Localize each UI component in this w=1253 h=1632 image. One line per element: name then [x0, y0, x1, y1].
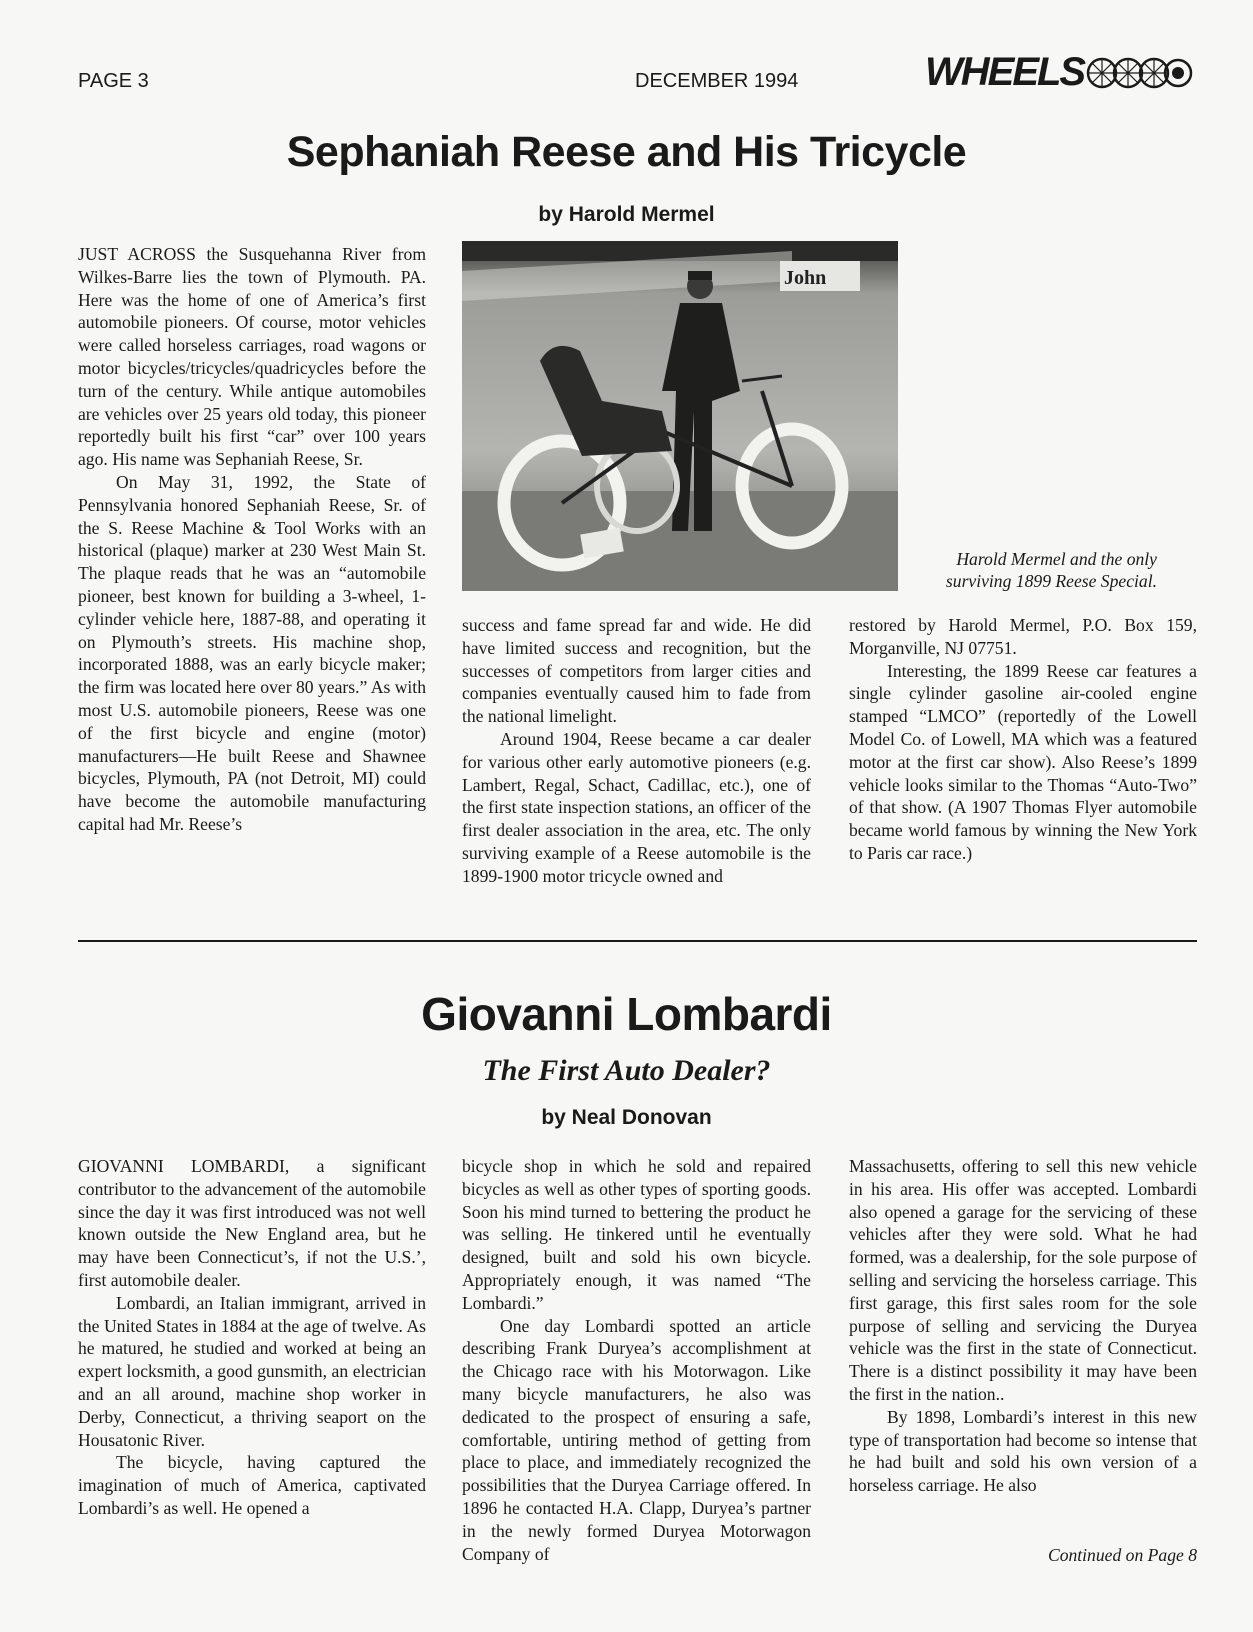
photo-sign-text: John — [784, 267, 827, 289]
wheels-logo-icon — [1084, 53, 1194, 93]
article2-column1 — [78, 1155, 426, 1520]
article1-column3 — [849, 614, 1197, 865]
paragraph: Lombardi, an Italian immigrant, arrived in the United States in 1884 at the age of twelve. As he matured, he studied and worked at being an expert locksmith, a good gunsmith, an electrician and an all around, machine shop worker in Derby, Connecticut, a thriving seaport on the Housatonic River. — [78, 1292, 426, 1450]
photo-caption-line2: surviving 1899 Reese Special. — [945, 571, 1157, 591]
article2-column2 — [462, 1155, 811, 1565]
paragraph: bicycle shop in which he sold and repaired bicycles as well as other types of sporting goods. Soon his mind turned to bettering the product he was selling. He tinkered until he eventually designed, built and sold his own bicycle. Appropriately enough, it was named “The Lombardi.” — [462, 1156, 811, 1313]
paragraph: Around 1904, Reese became a car dealer for various other early automotive pioneers (e.g. Lambert, Regal, Schact, Cadillac, etc.), one of the first state inspection stations, an officer of the first dealer association in the area, etc. The only surviving example of a Reese automobile is the 1899-1900 motor tricycle owned and — [462, 728, 811, 886]
article2-column3 — [849, 1155, 1197, 1497]
paragraph: GIOVANNI LOMBARDI, a significant contributor to the advancement of the automobile since the day it was first introduced was not well known outside the New England area, but he may have been Connecticut’s, if not the U.S.’, first automobile dealer. — [78, 1156, 426, 1290]
article-subtitle: The First Auto Dealer? — [482, 1054, 771, 1087]
photo-caption — [860, 548, 1157, 592]
paragraph: The bicycle, having captured the imagination of much of America, captivated Lombardi’s as well. He opened a — [78, 1452, 426, 1518]
article1-column2 — [462, 614, 811, 888]
paragraph: By 1898, Lombardi’s interest in this new type of transportation had become so intense that he had built and sold his own version of a horseless carriage. He also — [849, 1406, 1197, 1496]
logo-text: WHEELS — [925, 50, 1085, 94]
section-divider — [78, 940, 1197, 942]
paragraph: JUST ACROSS the Susquehanna River from Wilkes-Barre lies the town of Plymouth. PA. Here was the home of one of America’s first automobile pioneers. Of course, motor vehicles were called horseless carriages, road wagons or motor bicycles/tricycles/quadricycles before the turn of the century. While antique automobiles are vehicles over 25 years old today, this pioneer reportedly built his first “car” over 100 years ago. His name was Sephaniah Reese, Sr. — [78, 244, 426, 470]
paragraph: Interesting, the 1899 Reese car features a single cylinder gasoline air-cooled engine stamped “LMCO” (reportedly of the Lowell Model Co. of Lowell, MA which was a featured motor at the first car show). Also Reese’s 1899 vehicle looks similar to the Thomas “Auto-Two” of that show. (A 1907 Thomas Flyer automobile became world famous by winning the New York to Paris car race.) — [849, 660, 1197, 863]
article-byline: by Harold Mermel — [538, 203, 715, 226]
issue-date: DECEMBER 1994 — [635, 70, 799, 92]
tricycle-photo — [462, 241, 898, 591]
paragraph: Massachusetts, offering to sell this new vehicle in his area. His offer was accepted. Lombardi also opened a garage for the servicing of these vehicles after they were sold. What he had formed, was a dealership, for the sole purpose of selling and servicing the horseless carriage. This first garage, this first sales room for the sole purpose of selling and servicing the Duryea vehicle was the first in the state of Connecticut. There is a distinct possibility it may have been the first in the nation.. — [849, 1156, 1197, 1404]
paragraph: success and fame spread far and wide. He did have limited success and recognition, but the successes of competitors from larger cities and companies eventually caused him to fade from the national limelight. — [462, 615, 811, 727]
continued-note: Continued on Page 8 — [1047, 1545, 1197, 1565]
article1-column1 — [78, 243, 426, 836]
article-title: Giovanni Lombardi — [421, 988, 832, 1040]
article-byline: by Neal Donovan — [541, 1106, 712, 1129]
paragraph: One day Lombardi spotted an article describing Frank Duryea’s accomplishment at the Chicago race with his Motorwagon. Like many bicycle manufacturers, he also was dedicated to the prospect of ensuring a safe, comfortable, untiring method of getting from place to place, and immediately recognized the possibilities that the Duryea Carriage offered. In 1896 he contacted H.A. Clapp, Duryea’s partner in the newly formed Duryea Motorwagon Company of — [462, 1315, 811, 1564]
tricycle-photo-illustration — [462, 241, 898, 591]
page-number: PAGE 3 — [78, 70, 149, 92]
paragraph: restored by Harold Mermel, P.O. Box 159, Morganville, NJ 07751. — [849, 615, 1197, 658]
paragraph: On May 31, 1992, the State of Pennsylvania honored Sephaniah Reese, Sr. of the S. Reese Machine & Tool Works with an historical (plaque) marker at 230 West Main St. The plaque reads that he was an “automobile pioneer, best known for building a 3-wheel, 1-cylinder vehicle here, 1887-88, and operating it on Plymouth’s streets. His machine shop, incorporated 1888, was an early bicycle maker; the firm was located here over 80 years.” As with most U.S. automobile pioneers, Reese was one of the first bicycle and engine (motor) manufacturers—He built Reese and Shawnee bicycles, Plymouth, PA (not Detroit, MI) could have become the automobile manufacturing capital had Mr. Reese’s — [78, 471, 426, 834]
wheels-logo — [925, 50, 1194, 95]
article-title: Sephaniah Reese and His Tricycle — [286, 128, 967, 176]
photo-caption-line1: Harold Mermel and the only — [956, 549, 1157, 569]
